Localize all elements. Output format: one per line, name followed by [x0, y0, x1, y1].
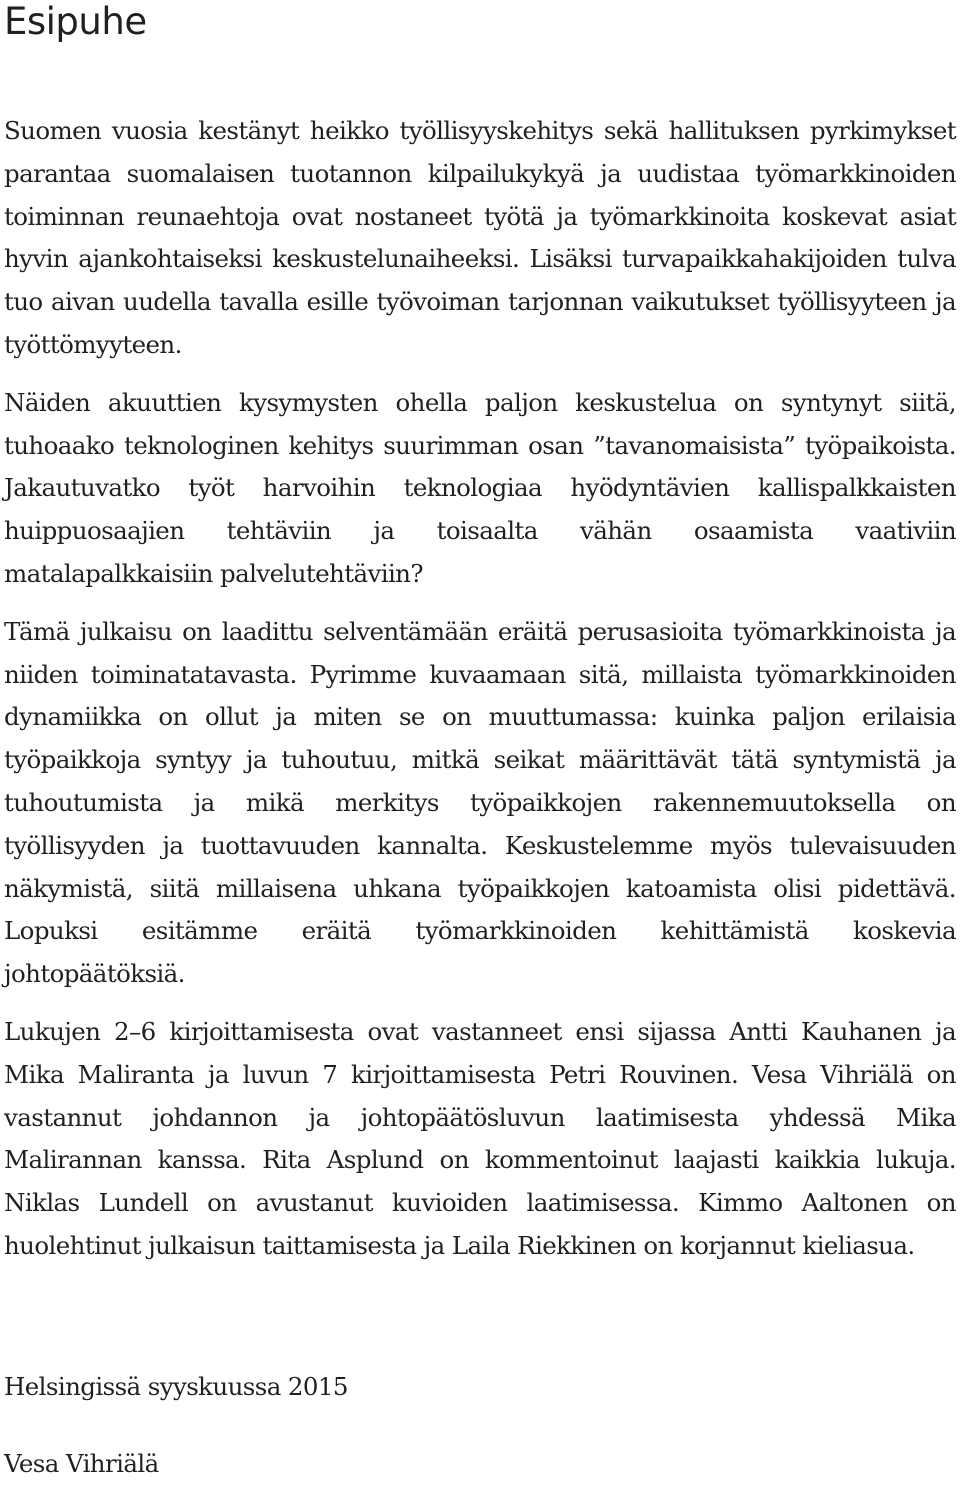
paragraph-3: Tämä julkaisu on laadittu selventämään eräitä perusasioita työmarkkinoista ja niiden toiminatatavasta. Pyrimme kuvaamaan sitä, millaista työmarkkinoiden dynamiikka on ollut ja miten se on muuttumassa: kuinka paljon erilaisia työpaikkoja syntyy ja tuhoutuu, mitkä seikat määrittävät tätä syntymistä ja tuhoutumista ja mikä merkitys työpaikkojen rakennemuutoksella on työllisyyden ja tuottavuuden kannalta. Keskustelemme myös tulevaisuuden näkymistä, siitä millaisena uhkana työpaikkojen katoamista olisi pidettävä. Lopuksi esitämme eräitä työmarkkinoiden kehittämistä koskevia johtopäätöksiä.: [4, 616, 956, 989]
signature-block: [4, 1366, 348, 1486]
paragraph-1: Suomen vuosia kestänyt heikko työllisyyskehitys sekä hallituksen pyrkimykset parantaa suomalaisen tuotannon kilpailukykyä ja uudistaa työmarkkinoiden toiminnan reunaehtoja ovat nostaneet työtä ja työmarkkinoita koskevat asiat hyvin ajankohtaiseksi keskustelunaiheeksi. Lisäksi turvapaikkahakijoiden tulva tuo aivan uudella tavalla esille työvoiman tarjonnan vaikutukset työllisyyteen ja työttömyyteen.: [4, 116, 956, 359]
paragraph-2: Näiden akuuttien kysymysten ohella paljon keskustelua on syntynyt siitä, tuhoaako teknologinen kehitys suurimman osan ”tavanomaisista” työpaikoista. Jakautuvatko työt harvoihin teknologiaa hyödyntävien kallispalkkaisten huippuosaajien tehtäviin ja toisaalta vähän osaamista vaativiin matalapalkkaisiin palvelutehtäviin?: [4, 387, 956, 588]
preface-body: [4, 110, 956, 1283]
place-date: Helsingissä syyskuussa 2015: [4, 1372, 348, 1401]
signer-name: Vesa Vihriälä: [4, 1448, 159, 1478]
page-title: Esipuhe: [4, 0, 147, 43]
paragraph-4: Lukujen 2–6 kirjoittamisesta ovat vastanneet ensi sijassa Antti Kauhanen ja Mika Maliranta ja luvun 7 kirjoittamisesta Petri Rouvinen. Vesa Vihriälä on vastannut johdannon ja johtopäätösluvun laatimisesta yhdessä Mika Malirannan kanssa. Rita Asplund on kommentoinut laajasti kaikkia lukuja. Niklas Lundell on avustanut kuvioiden laatimisessa. Kimmo Aaltonen on huolehtinut julkaisun taittamisesta ja Laila Riekkinen on korjannut kieliasua.: [4, 1016, 956, 1260]
